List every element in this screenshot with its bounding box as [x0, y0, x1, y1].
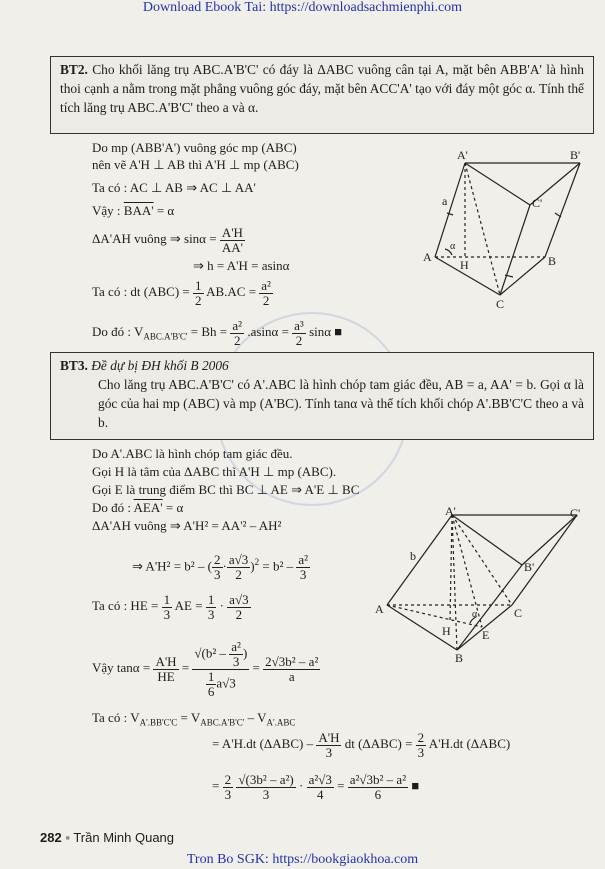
bt2-line: ⇒ h = A'H = asinα	[193, 258, 290, 273]
bt2-line: Vậy : BAA' = α	[92, 203, 175, 218]
fig1-label: A'	[457, 148, 468, 162]
bt3-label: BT3.	[60, 358, 88, 373]
footer-sgk-link[interactable]: Tron Bo SGK: https://bookgiaokhoa.com	[186, 852, 419, 867]
page-footer: 282 ▪ Trần Minh Quang	[40, 830, 175, 845]
bt3-line: Do đó : AEA' = α	[92, 500, 184, 515]
bt2-label: BT2.	[60, 62, 88, 77]
fig1-label: H	[460, 258, 469, 272]
fig1-label: C'	[532, 196, 543, 210]
fig2-label: C'	[570, 506, 581, 520]
fig2-label: α	[472, 609, 478, 620]
bt2-line: Do mp (ABB'A') vuông góc mp (ABC)	[92, 140, 297, 155]
bt3-source: Đề dự bị ĐH khối B 2006	[91, 358, 229, 373]
bt2-line: Ta có : AC ⊥ AB ⇒ AC ⊥ AA'	[92, 180, 256, 195]
fig2-label: A	[375, 602, 384, 616]
fig2-label: C	[514, 606, 523, 620]
fig2-label: B'	[524, 560, 535, 574]
fig1-label: α	[450, 241, 456, 252]
bt3-problem-box	[50, 352, 594, 440]
bt3-line: Do A'.ABC là hình chóp tam giác đều.	[92, 446, 293, 461]
fig2-label: b	[410, 549, 416, 563]
fig1-label: B	[548, 254, 557, 268]
bt3-prism-figure	[372, 505, 587, 665]
fig2-label: A'	[445, 505, 456, 518]
page-number: 282	[40, 830, 62, 845]
bt3-line: Gọi H là tâm của ΔABC thì A'H ⊥ mp (ABC).	[92, 464, 337, 479]
header-download-link[interactable]: Download Ebook Tai: https://downloadsachmienphi.com	[142, 0, 463, 15]
bt3-line: ΔA'AH vuông ⇒ A'H² = AA'² – AH²	[92, 518, 282, 533]
fig1-label: C	[496, 297, 505, 310]
bt3-line: Ta có : HE = $\frac{1}{3}$ AE = $\frac{1}{3}$ · $\frac{a√3}{2}$	[92, 591, 249, 622]
bt3-line: ⇒ A'H² = b² – ( $\frac{2}{3}$ · $\frac{a√3}{2}$ )$^2$ = b² – $\frac{\text{a²}}{3}$	[132, 551, 309, 582]
bt3-line: Ta có : $V_{A'.BB'C'C} = V_{ABC.A'B'C'} - V_{A'.ABC}$	[92, 710, 296, 728]
bt3-line: Vậy tanα = $\frac{A'H}{HE}$ = √(b² – $\frac{\text{a²}}{3}$ ) $\frac{1}{6}$ a√3 = $\frac{\text{2√3b² – a²}}{a}$	[92, 638, 319, 699]
fig2-label: H	[442, 624, 451, 638]
fig2-label: E	[482, 628, 490, 642]
bt3-line: Gọi E là trung điểm BC thì BC ⊥ AE ⇒ A'E ⊥ BC	[92, 482, 360, 497]
bt3-line: = $\frac{2}{3}$ $\frac{\text{√(3b² – a²)}}{3}$ · $\frac{\text{a²√3}}{4}$ = $\frac{\text{a²√3b² – a²}}{6}$ ■	[212, 771, 420, 802]
bt3-line: = A'H.dt (ΔABC) – $\frac{A'H}{3}$ dt (ΔABC) = $\frac{2}{3}$ A'H.dt (ΔABC)	[212, 729, 511, 760]
bt2-line: nên vẽ A'H ⊥ AB thì A'H ⊥ mp (ABC)	[92, 157, 299, 172]
bt2-problem-text: Cho khối lăng trụ ABC.A'B'C' có đáy là ΔABC vuông cân tại A, mặt bên ABB'A' là hình thoi cạnh a nằm trong mặt phẳng vuông góc đáy, mặt bên ACC'A' tạo với đáy một góc α. Tính thể tích lăng trụ ABC.A'B'C' theo a và α.	[60, 62, 584, 115]
fig1-label: A	[423, 250, 432, 264]
bt2-line: Do đó : $V_{ABC.A'B'C'} = Bh$ = $\frac{\text{a²}}{2}$ .asinα = $\frac{\text{a³}}{2}$ sinα ■	[92, 317, 343, 348]
fig2-label: B	[455, 651, 464, 665]
bt2-prism-figure	[420, 145, 590, 310]
fig1-label: a	[442, 194, 448, 208]
bt2-line: Ta có : dt (ABC) = $\frac{1}{2}$ AB.AC = $\frac{\text{a²}}{2}$	[92, 277, 271, 308]
bt2-problem-box	[50, 56, 594, 134]
author-name: Trần Minh Quang	[73, 830, 175, 845]
bt3-problem-text: Cho lăng trụ ABC.A'B'C' có A'.ABC là hình chóp tam giác đều, AB = a, AA' = b. Gọi α là góc của hai mp (ABC) và mp (A'BC). Tính tanα và thể tích khối chóp A'.BB'C'C theo a và b.	[98, 377, 584, 430]
bt2-line: ΔA'AH vuông ⇒ sinα = $\frac{A'H}{AA'}$	[92, 224, 243, 255]
fig1-label: B'	[570, 148, 581, 162]
